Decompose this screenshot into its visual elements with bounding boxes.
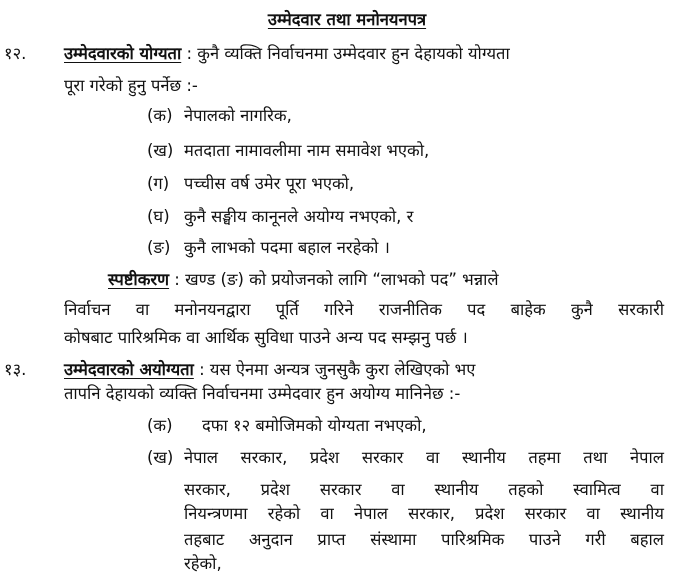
section-13-intro-line2: तापनि देहायको व्यक्ति निर्वाचनमा उम्मेदवार हुन अयोग्य मानिनेछ :- xyxy=(64,384,461,403)
explanation-line-1 xyxy=(108,268,499,292)
section-12-intro-line2: पूरा गरेको हुनु पर्नेछ :- xyxy=(64,76,198,95)
explanation-line-3: कोषबाट पारिश्रमिक वा आर्थिक सुविधा पाउने अन्य पद सम्झनु पर्छ । xyxy=(64,328,468,347)
s13-item-ka-label: (क) xyxy=(147,416,173,435)
s13-item-kha-label: (ख) xyxy=(147,448,174,467)
section-13-heading: उम्मेदवारको अयोग्यता xyxy=(64,360,194,379)
s13-item-ka-text: दफा १२ बमोजिमको योग्यता नभएको, xyxy=(202,416,427,435)
section-13-intro xyxy=(64,358,475,382)
list-item-kha-text: मतदाता नामावलीमा नाम समावेश भएको, xyxy=(184,141,430,160)
explanation-line-1-text: : खण्ड (ङ) को प्रयोजनको लागि “लाभको पद” भन्नाले xyxy=(169,270,499,289)
list-item-nga-text: कुनै लाभको पदमा बहाल नरहेको । xyxy=(184,238,390,257)
s13-item-kha-line-4: तहबाट अनुदान प्राप्त संस्थामा पारिश्रमिक पाउने गरी बहाल xyxy=(184,530,664,549)
explanation-heading: स्पष्टीकरण xyxy=(108,270,170,289)
page-title: उम्मेदवार तथा मनोनयनपत्र xyxy=(267,10,427,29)
list-item-gha-text: कुनै सङ्घीय कानूनले अयोग्य नभएको, र xyxy=(184,207,414,226)
s13-item-kha-line-1: नेपाल सरकार, प्रदेश सरकार वा स्थानीय तहमा तथा नेपाल xyxy=(184,448,664,467)
list-item-ga-text: पच्चीस वर्ष उमेर पूरा भएको, xyxy=(184,174,355,193)
s13-item-kha-line-3: नियन्त्रणमा रहेको वा नेपाल सरकार, प्रदेश सरकार वा स्थानीय xyxy=(184,504,664,523)
section-13-number: १३. xyxy=(4,360,27,379)
section-12-intro xyxy=(64,42,510,66)
list-item-gha-label: (घ) xyxy=(147,207,170,226)
list-item-kha-label: (ख) xyxy=(147,141,174,160)
s13-item-kha-line-5: रहेको, xyxy=(184,554,222,573)
list-item-nga-label: (ङ) xyxy=(147,238,171,257)
explanation-line-2: निर्वाचन वा मनोनयनद्वारा पूर्ति गरिने राजनीतिक पद बाहेक कुनै सरकारी xyxy=(64,300,664,319)
section-12-intro-text: : कुनै व्यक्ति निर्वाचनमा उम्मेदवार हुन देहायको योग्यता xyxy=(181,44,510,63)
list-item-ka-text: नेपालको नागरिक, xyxy=(184,106,292,125)
s13-item-kha-line-2: सरकार, प्रदेश सरकार वा स्थानीय तहको स्वामित्व वा xyxy=(184,480,664,499)
section-12-heading: उम्मेदवारको योग्यता xyxy=(64,44,182,63)
section-12-number: १२. xyxy=(4,44,27,63)
list-item-ka-label: (क) xyxy=(147,106,173,125)
section-13-intro-text: : यस ऐनमा अन्यत्र जुनसुकै कुरा लेखिएको भए xyxy=(193,360,476,379)
list-item-ga-label: (ग) xyxy=(147,174,170,193)
